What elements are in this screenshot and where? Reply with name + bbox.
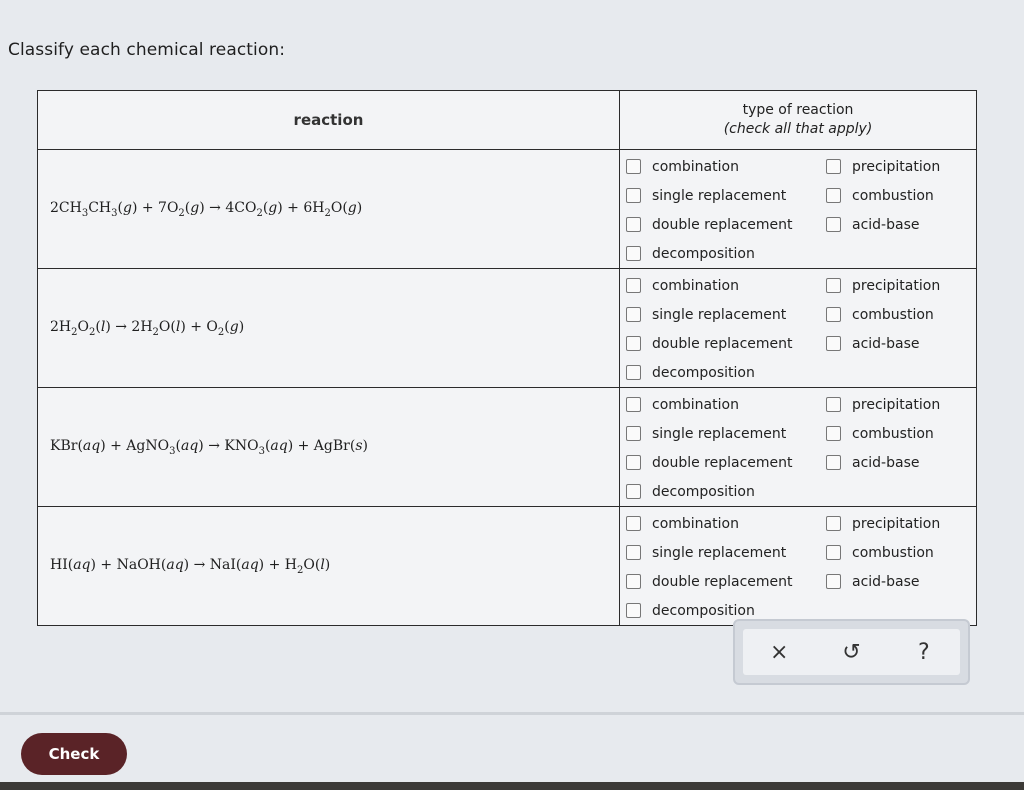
checkbox[interactable] <box>626 484 641 499</box>
checkbox[interactable] <box>626 159 641 174</box>
option-label: combustion <box>852 187 934 204</box>
option-label: acid-base <box>852 573 920 590</box>
checkbox[interactable] <box>826 397 841 412</box>
checkbox[interactable] <box>826 217 841 232</box>
reaction-type-options <box>620 150 977 269</box>
reaction-row <box>38 150 977 269</box>
option-single-replacement[interactable] <box>626 423 826 444</box>
checkbox[interactable] <box>626 365 641 380</box>
reaction-type-options <box>620 388 977 507</box>
undo-icon[interactable]: ↺ <box>842 639 861 665</box>
reaction-equation: HI(aq) + NaOH(aq) → $NaI(aq) + H_2O(l)$ <box>38 507 620 626</box>
answer-toolbar <box>733 619 970 685</box>
reaction-row <box>38 507 977 626</box>
checkbox[interactable] <box>626 545 641 560</box>
options-grid <box>620 269 976 387</box>
footer-divider <box>0 712 1024 715</box>
header-reaction: reaction <box>38 91 620 150</box>
option-combination[interactable] <box>626 513 826 534</box>
option-label: combination <box>652 515 739 532</box>
option-single-replacement[interactable] <box>626 185 826 206</box>
option-label: combination <box>652 277 739 294</box>
bottom-edge <box>0 782 1024 790</box>
option-label: double replacement <box>652 573 793 590</box>
options-grid <box>620 150 976 268</box>
option-combustion[interactable] <box>826 542 976 563</box>
option-label: acid-base <box>852 454 920 471</box>
options-grid <box>620 507 976 625</box>
option-label: precipitation <box>852 396 941 413</box>
option-precipitation[interactable] <box>826 275 976 296</box>
checkbox[interactable] <box>826 545 841 560</box>
checkbox[interactable] <box>626 455 641 470</box>
option-label: decomposition <box>652 245 755 262</box>
checkbox[interactable] <box>626 188 641 203</box>
option-label: single replacement <box>652 306 787 323</box>
option-label: decomposition <box>652 602 755 619</box>
header-type-of-reaction <box>620 91 977 150</box>
option-label: combustion <box>852 306 934 323</box>
option-combination[interactable] <box>626 275 826 296</box>
reaction-type-options <box>620 507 977 626</box>
reaction-row <box>38 388 977 507</box>
option-double-replacement[interactable] <box>626 333 826 354</box>
question-prompt: Classify each chemical reaction: <box>8 40 286 60</box>
option-decomposition[interactable] <box>626 362 826 383</box>
option-precipitation[interactable] <box>826 394 976 415</box>
option-combination[interactable] <box>626 394 826 415</box>
checkbox[interactable] <box>826 516 841 531</box>
option-label: double replacement <box>652 216 793 233</box>
checkbox[interactable] <box>626 246 641 261</box>
checkbox[interactable] <box>626 603 641 618</box>
option-single-replacement[interactable] <box>626 304 826 325</box>
reaction-row <box>38 269 977 388</box>
reaction-equation: $2H_2O_2(l) \to 2H_2O(l) + O_2(g)$ <box>38 269 620 388</box>
checkbox[interactable] <box>626 307 641 322</box>
checkbox[interactable] <box>826 307 841 322</box>
option-label: single replacement <box>652 544 787 561</box>
option-decomposition[interactable] <box>626 243 826 264</box>
option-acid-base[interactable] <box>826 333 976 354</box>
option-label: acid-base <box>852 216 920 233</box>
reaction-equation: KBr(aq) + AgNO$_3$(aq) → $KNO_3(aq)$ + AgBr(s) <box>38 388 620 507</box>
reaction-equation: $2CH_3CH_3(g) + 7O_2(g) \to 4CO_2(g) + 6H_2O(g)$ <box>38 150 620 269</box>
option-double-replacement[interactable] <box>626 571 826 592</box>
option-combustion[interactable] <box>826 185 976 206</box>
checkbox[interactable] <box>626 397 641 412</box>
option-label: precipitation <box>852 158 941 175</box>
option-decomposition[interactable] <box>626 481 826 502</box>
option-label: double replacement <box>652 454 793 471</box>
checkbox[interactable] <box>826 188 841 203</box>
option-single-replacement[interactable] <box>626 542 826 563</box>
option-label: single replacement <box>652 425 787 442</box>
checkbox[interactable] <box>626 426 641 441</box>
option-label: acid-base <box>852 335 920 352</box>
checkbox[interactable] <box>626 574 641 589</box>
help-icon[interactable]: ? <box>917 639 930 665</box>
checkbox[interactable] <box>826 455 841 470</box>
option-precipitation[interactable] <box>826 513 976 534</box>
toolbar-inner <box>743 629 960 675</box>
option-decomposition[interactable] <box>626 600 826 621</box>
header-type-subtitle: (check all that apply) <box>723 121 873 137</box>
option-label: decomposition <box>652 364 755 381</box>
option-combustion[interactable] <box>826 304 976 325</box>
option-double-replacement[interactable] <box>626 214 826 235</box>
header-type-title: type of reaction <box>742 102 854 118</box>
option-double-replacement[interactable] <box>626 452 826 473</box>
option-acid-base[interactable] <box>826 571 976 592</box>
checkbox[interactable] <box>626 516 641 531</box>
check-button[interactable]: Check <box>21 733 127 775</box>
option-acid-base[interactable] <box>826 452 976 473</box>
option-label: combustion <box>852 425 934 442</box>
option-label: combustion <box>852 544 934 561</box>
option-label: precipitation <box>852 515 941 532</box>
options-grid <box>620 388 976 506</box>
option-precipitation[interactable] <box>826 156 976 177</box>
reaction-table <box>37 90 977 626</box>
checkbox[interactable] <box>826 574 841 589</box>
checkbox[interactable] <box>826 278 841 293</box>
option-acid-base[interactable] <box>826 214 976 235</box>
checkbox[interactable] <box>826 159 841 174</box>
checkbox[interactable] <box>826 426 841 441</box>
option-combustion[interactable] <box>826 423 976 444</box>
checkbox[interactable] <box>626 217 641 232</box>
option-label: single replacement <box>652 187 787 204</box>
option-label: combination <box>652 396 739 413</box>
checkbox[interactable] <box>626 336 641 351</box>
option-label: double replacement <box>652 335 793 352</box>
reaction-type-options <box>620 269 977 388</box>
option-label: combination <box>652 158 739 175</box>
checkbox[interactable] <box>626 278 641 293</box>
option-label: decomposition <box>652 483 755 500</box>
checkbox[interactable] <box>826 336 841 351</box>
option-label: precipitation <box>852 277 941 294</box>
clear-icon[interactable]: × <box>769 639 789 665</box>
option-combination[interactable] <box>626 156 826 177</box>
